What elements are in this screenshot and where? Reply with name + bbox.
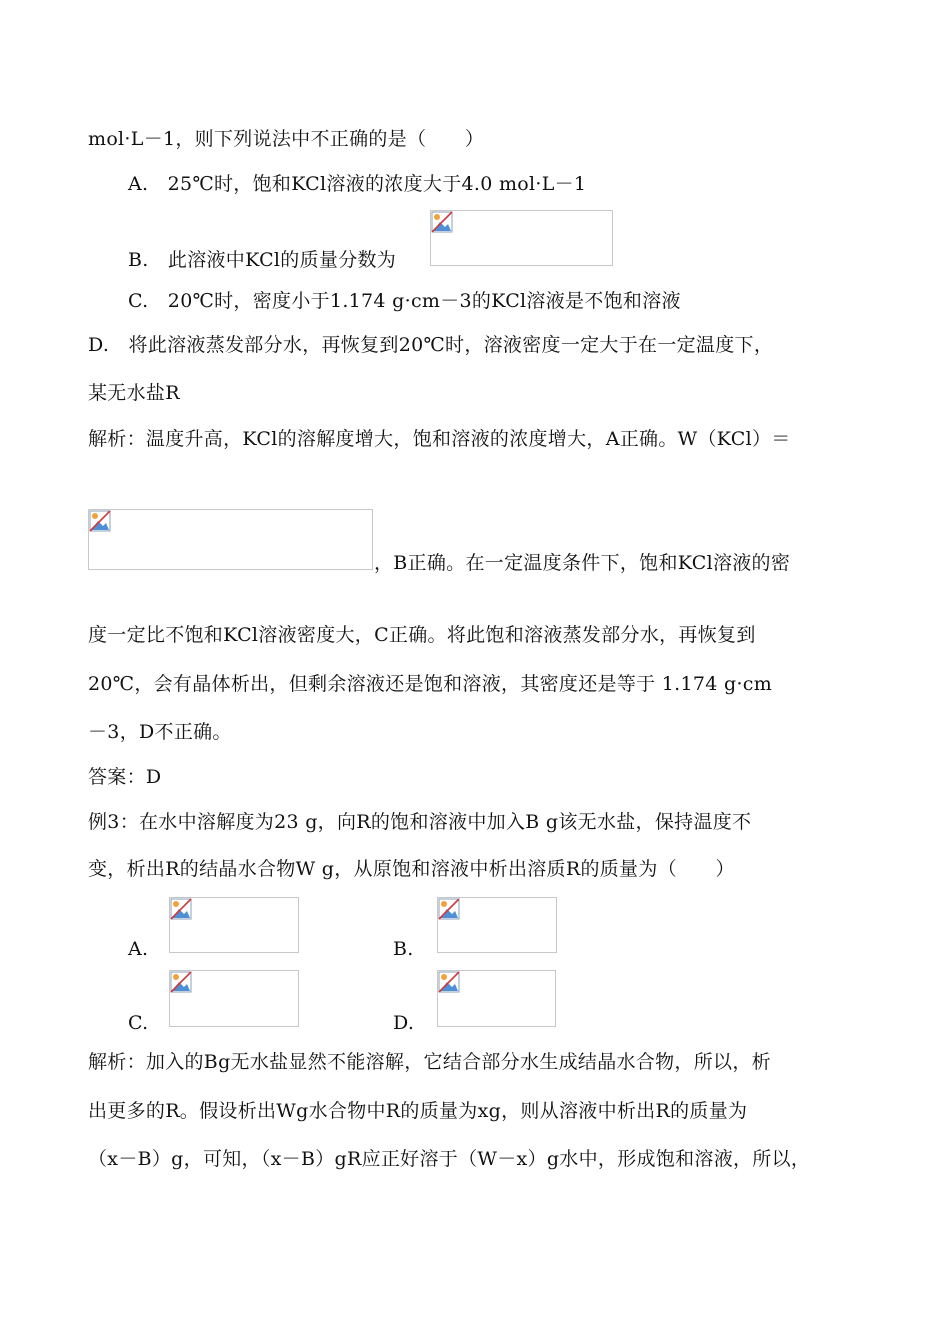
option-d-image [437,970,556,1027]
q2-analysis-line-4: 20℃，会有晶体析出，但剩余溶液还是饱和溶液，其密度还是等于 1.174 g·cm [88,673,773,695]
option-a-image [169,897,299,953]
q3-option-d-label: D. [393,1012,415,1034]
q3-stem-line-2: 变，析出R的结晶水合物W g，从原饱和溶液中析出溶质R的质量为（ ） [88,858,735,880]
option-c-image [169,970,299,1027]
q3-stem-line-1: 例3：在水中溶解度为23 g，向R的饱和溶液中加入B g该无水盐，保持温度不 [88,811,752,833]
q2-option-a: A. 25℃时，饱和KCl溶液的浓度大于4.0 mol·L－1 [128,173,587,195]
q2-answer: 答案：D [88,766,162,788]
broken-image-icon [438,898,460,920]
q2-option-c: C. 20℃时，密度小于1.174 g·cm－3的KCl溶液是不饱和溶液 [128,290,681,312]
q3-analysis-line-2: 出更多的R。假设析出Wg水合物中R的质量为xg，则从溶液中析出R的质量为 [88,1100,748,1122]
formula-image [430,210,613,266]
option-b-image [437,897,557,953]
q2-option-d-cont: 某无水盐R [88,382,180,404]
q3-option-c-label: C. [128,1012,149,1034]
q2-stem-end: mol·L－1，则下列说法中不正确的是（ ） [88,128,485,150]
q2-analysis-line-5: －3，D不正确。 [88,721,232,743]
broken-image-icon [438,971,460,993]
broken-image-icon [431,211,453,233]
q3-option-b-label: B. [393,938,414,960]
q2-analysis-line-2: ，B正确。在一定温度条件下，饱和KCl溶液的密 [374,552,791,574]
broken-image-icon [170,898,192,920]
q2-option-d: D. 将此溶液蒸发部分水，再恢复到20℃时，溶液密度一定大于在一定温度下， [88,334,774,356]
q3-option-a-label: A. [128,938,149,960]
q2-option-b: B. 此溶液中KCl的质量分数为 [128,249,397,271]
q2-analysis-line-3: 度一定比不饱和KCl溶液密度大，C正确。将此饱和溶液蒸发部分水，再恢复到 [88,624,756,646]
broken-image-icon [89,510,111,532]
q3-analysis-line-3: （x－B）g，可知，（x－B）gR应正好溶于（W－x）g水中，形成饱和溶液，所以， [88,1148,811,1170]
formula-image [88,509,373,570]
broken-image-icon [170,971,192,993]
q3-analysis-line-1: 解析：加入的Bg无水盐显然不能溶解，它结合部分水生成结晶水合物，所以，析 [88,1051,771,1073]
q2-analysis-line-1: 解析：温度升高，KCl的溶解度增大，饱和溶液的浓度增大，A正确。W（KCl）＝ [88,428,791,450]
